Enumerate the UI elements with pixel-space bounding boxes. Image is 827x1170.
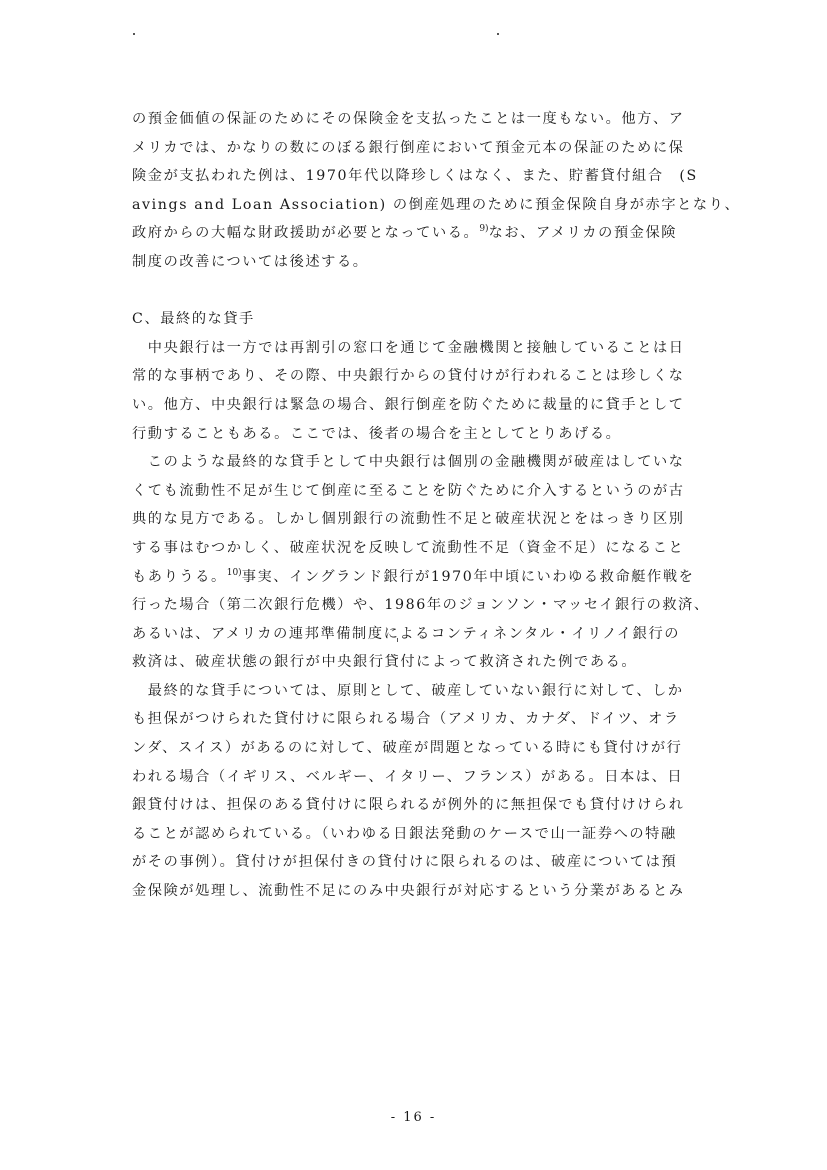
text-segment: もありうる。 xyxy=(132,568,227,585)
text-line: する事はむつかしく、破産状況を反映して流動性不足（資金不足）になること xyxy=(132,539,685,556)
text-line: くても流動性不足が生じて倒産に至ることを防ぐために介入するというのが古 xyxy=(132,482,685,499)
text-line: 金保険が処理し、流動性不足にのみ中央銀行が対応するという分業があるとみ xyxy=(132,883,685,900)
text-line: も担保がつけられた貸付けに限られる場合（アメリカ、カナダ、ドイツ、オラ xyxy=(132,711,680,728)
text-line: われる場合（イギリス、ベルギー、イタリー、フランス）がある。日本は、日 xyxy=(132,768,684,785)
text-line: 常的な事柄であり、その際、中央銀行からの貸付けが行われることは珍しくな xyxy=(132,368,685,385)
text-line: 行動することもある。ここでは、後者の場合を主としてとりあげる。 xyxy=(132,425,622,442)
footnote-ref: 9) xyxy=(479,224,489,235)
text-line: 最終的な貸手については、原則として、破産していない銀行に対して、しか xyxy=(132,682,684,699)
text-line: 典的な見方である。しかし個別銀行の流動性不足と破産状況とをはっきり区別 xyxy=(132,511,685,528)
text-line: 制度の改善については後述する。 xyxy=(132,253,369,270)
body-text xyxy=(132,105,741,906)
text-line: い。他方、中央銀行は緊急の場合、銀行倒産を防ぐために裁量的に貸手として xyxy=(132,396,685,413)
text-line: 中央銀行は一方では再割引の窓口を通じて金融機関と接触していることは日 xyxy=(132,339,685,356)
text-segment: 政府からの大幅な財政援助が必要となっている。 xyxy=(132,225,480,242)
footnote-ref: 10) xyxy=(226,567,242,578)
text-line: avings and Loan Association) の倒産処理のために預金保険自身が赤字となり、 xyxy=(132,196,741,213)
scan-speck xyxy=(133,33,135,35)
text-line: 救済は、破産状態の銀行が中央銀行貸付によって救済された例である。 xyxy=(132,654,638,671)
scan-speck xyxy=(497,33,499,35)
text-line: がその事例）。貸付けが担保付きの貸付けに限られるのは、破産については預 xyxy=(132,854,678,871)
text-line: 銀貸付けは、担保のある貸付けに限られるが例外的に無担保でも貸付けけられ xyxy=(132,797,685,814)
text-line: ることが認められている。（いわゆる日銀法発動のケースで山一証券への特融 xyxy=(132,825,677,842)
text-line: あるいは、アメリカの連邦準備制度によるコンティネンタル・イリノイ銀行の xyxy=(132,625,681,642)
text-line: ンダ、スイス）があるのに対して、破産が問題となっている時にも貸付けが行 xyxy=(132,740,683,757)
text-line: 険金が支払われた例は、1970年代以降珍しくはなく、また、貯蓄貸付組合 (S xyxy=(132,168,698,185)
text-line: メリカでは、かなりの数にのぼる銀行倒産において預金元本の保証のために保 xyxy=(132,139,685,156)
blank-line xyxy=(132,277,732,306)
text-line: 行った場合（第二次銀行危機）や、1986年のジョンソン・マッセイ銀行の救済、 xyxy=(132,597,710,614)
text-segment: 事実、イングランド銀行が1970年中頃にいわゆる救命艇作戦を xyxy=(241,568,695,585)
section-heading: C、最終的な貸手 xyxy=(132,311,255,328)
page-number: - 16 - xyxy=(390,1110,437,1125)
text-line: このような最終的な貸手として中央銀行は個別の金融機関が破産はしていな xyxy=(132,454,685,471)
text-line-with-footnote xyxy=(132,563,732,592)
text-segment: なお、アメリカの預金保険 xyxy=(488,225,678,242)
text-line: の預金価値の保証のためにその保険金を支払ったことは一度もない。他方、ア xyxy=(132,111,685,127)
text-line-with-footnote xyxy=(132,219,732,248)
